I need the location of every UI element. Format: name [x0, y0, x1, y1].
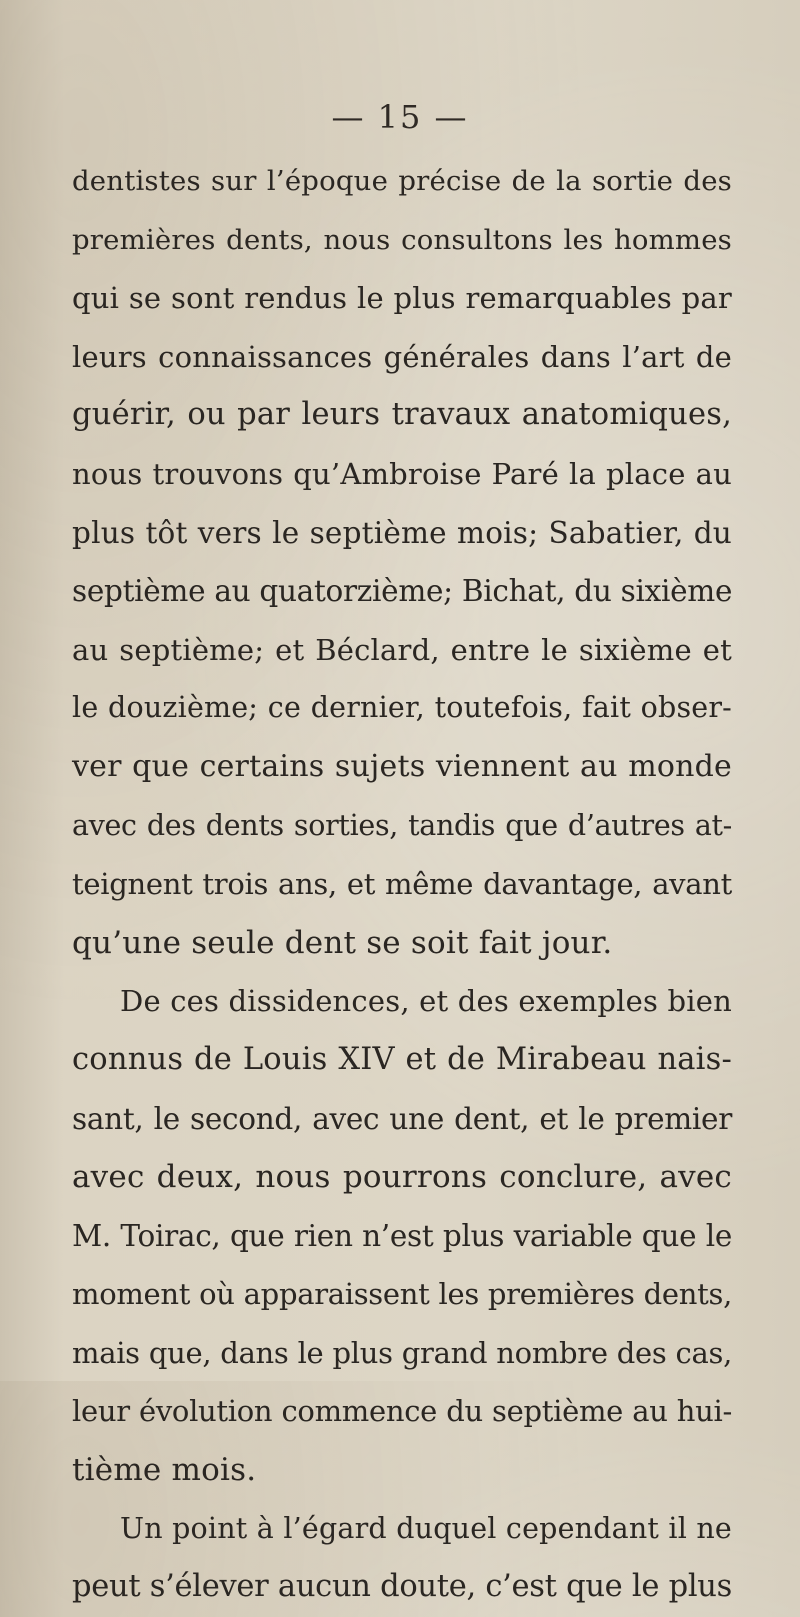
text-line: M. Toirac, que rien n’est plus variable que le: [72, 1218, 732, 1253]
text-line: guérir, ou par leurs travaux anatomiques,: [72, 397, 732, 433]
text-line: avec des dents sorties, tandis que d’autres at-: [72, 808, 732, 842]
text-line: connus de Louis XIV et de Mirabeau nais-: [72, 1041, 732, 1077]
text-line: dentistes sur l’époque précise de la sortie des: [72, 165, 732, 197]
text-line: plus tôt vers le septième mois; Sabatier, du: [72, 515, 732, 550]
text-line: peut s’élever aucun doute, c’est que le plus: [72, 1569, 732, 1605]
text-line: ver que certains sujets viennent au monde: [72, 748, 732, 784]
text-line: leur évolution commence du septième au hui-: [72, 1394, 732, 1429]
page-number: — 15 —: [331, 98, 469, 136]
text-line: mais que, dans le plus grand nombre des cas,: [72, 1335, 732, 1370]
text-line: septième au quatorzième; Bichat, du sixième: [72, 574, 733, 609]
text-line: avec deux, nous pourrons conclure, avec: [72, 1159, 732, 1196]
text-line: le douzième; ce dernier, toutefois, fait obser-: [72, 691, 732, 725]
text-line: qui se sont rendus le plus remarquables par: [72, 281, 732, 316]
text-line: premières dents, nous consultons les hommes: [72, 223, 732, 256]
text-line: leurs connaissances générales dans l’art de: [72, 339, 732, 374]
text-line: sant, le second, avec une dent, et le premier: [72, 1101, 732, 1136]
text-line: tième mois.: [72, 1452, 257, 1489]
text-line: teignent trois ans, et même davantage, avant: [72, 867, 732, 902]
text-line: Un point à l’égard duquel cependant il ne: [120, 1511, 732, 1545]
text-line: nous trouvons qu’Ambroise Paré la place au: [72, 456, 732, 491]
text-line: qu’une seule dent se soit fait jour.: [72, 924, 613, 961]
text-line: moment où apparaissent les premières dents,: [72, 1277, 732, 1312]
text-line: De ces dissidences, et des exemples bien: [120, 984, 732, 1019]
text-line: au septième; et Béclard, entre le sixième et: [72, 632, 732, 667]
body-text: [72, 152, 732, 1617]
